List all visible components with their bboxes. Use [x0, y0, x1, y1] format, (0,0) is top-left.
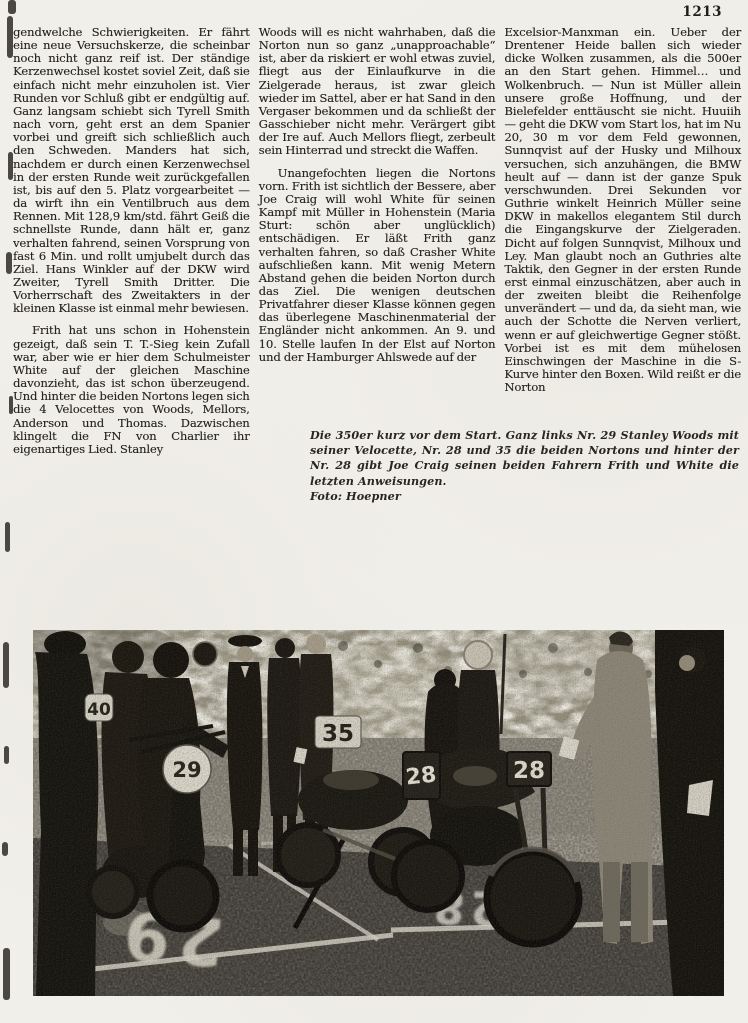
scan-artifact — [5, 522, 10, 552]
scan-artifact — [2, 842, 8, 856]
scan-artifact — [6, 252, 12, 274]
scan-artifact — [9, 396, 13, 414]
article-paragraph: gendwelche Schwierigkeiten. Er fährt eine neue Versuchskerze, die scheinbar noch nicht ganz reif ist. Der ständige Kerzenwechsel kostet soviel Zeit, daß sie einfach nicht mehr einzuholen ist. Vier Runden vor Schluß gibt er endgültig auf. Ganz langsam schiebt sich Tyrell Smith nach vorn, geht erst an dem Spanier vorbei und greift sich schließlich auch den Schweden. Manders hat sich, nachdem er durch einen Kerzenwechsel in der ersten Runde weit zurückgefallen ist, bis auf den 5. Platz vorgearbeitet — da wirft ihn ein Ventilbruch aus dem Rennen. Mit 128,9 km/std. fährt Geiß die schnellste Runde, dann hält er, ganz verhalten fahrend, seinen Vorsprung von fast 6 Min. und rollt umjubelt durch das Ziel. Hans Winkler auf der DKW wird Zweiter, Tyrell Smith Dritter. Die Vorherrschaft des Zweitakters in der kleinen Klasse ist einmal mehr bewiesen. — [13, 25, 250, 316]
photo-grain-overlay — [33, 630, 724, 996]
page-number: 1213 — [682, 4, 722, 20]
article-paragraph: Excelsior-Manxman ein. Ueber der Drentener Heide ballen sich wieder dicke Wolken zusammen, als die 500er an den Start gehen. Himmel… und Wolkenbruch. — Nun ist Müller allein unsere große Hoffnung, und der Bielefelder enttäuscht sie nicht. Huuiih — geht die DKW vom Start los, hat im Nu 20, 30 m vor dem Feld gewonnen, Sunnqvist auf der Husky und Milhoux versuchen, sich anzuhängen, die BMW heult auf — dann ist der ganze Spuk verschwunden. Drei Sekunden vor Guthrie winkelt Heinrich Müller seine DKW in makellos elegantem Stil durch die Eingangskurve der Zielgeraden. Dicht auf folgen Sunnqvist, Milhoux und Ley. Man glaubt noch an Guthries alte Taktik, den Gegner in der ersten Runde erst einmal einzuschätzen, aber auch in der zweiten bleibt die Reihenfolge unverändert — und da, da sieht man, wie auch der Schotte die Nerven verliert, wenn er auf gleichwertige Gegner stößt. Vorbei ist es mit dem mühelosen Einschwingen der Maschine in die S-Kurve hinter den Boxen. Wild reißt er die Norton — [504, 25, 742, 395]
race-start-photo — [33, 630, 724, 996]
article-column-2 — [259, 26, 496, 456]
photo-credit: Foto: Hoepner — [310, 488, 401, 503]
scan-artifact — [4, 746, 9, 764]
article-column-1 — [13, 26, 250, 456]
article-paragraph: Woods will es nicht wahrhaben, daß die Norton nun so ganz „unapproachable“ ist, aber da riskiert er wohl etwas zuviel, fliegt aus der Einlaufkurve in die Zielgerade heraus, ist zwar gleich wieder im Sattel, aber er hat Sand in den Vergaser bekommen und da schließt der Gasschieber nicht mehr. Verärgert gibt der Ire auf. Auch Mellors fliegt, zerbeult sein Hinterrad und streckt die Waffen. — [258, 25, 496, 158]
article-column-3 — [504, 26, 741, 456]
article-columns — [13, 26, 741, 456]
article-paragraph: Unangefochten liegen die Nortons vorn. Frith ist sichtlich der Bessere, aber Joe Craig will wohl White für seinen Kampf mit Müller in Hohenstein (Maria Sturt: schön aber unglücklich) entschädigen. Er läßt Frith ganz verhalten fahren, so daß Crasher White aufschließen kann. Mit wenig Metern Abstand gehen die beiden Norton durch das Ziel. Die wenigen deutschen Privatfahrer dieser Klasse können gegen das überlegene Maschinenmaterial der Engländer nicht ankommen. An 9. und 10. Stelle laufen In der Elst auf Norton und der Hamburger Ahlswede auf der — [258, 165, 496, 364]
scan-artifact — [7, 16, 13, 58]
scan-artifact — [3, 642, 9, 688]
scan-artifact — [8, 152, 13, 180]
photo-caption-text: Die 350er kurz vor dem Start. Ganz links Nr. 29 Stanley Woods mit seiner Velocette, Nr. 28 und 35 die beiden Nortons und hinter der Nr. 28 gibt Joe Craig seinen beiden Fahrern Frith und White die letzten Anweisungen. — [310, 428, 739, 488]
scan-artifact — [8, 0, 16, 14]
scan-artifact — [3, 948, 10, 1000]
photo-caption — [310, 428, 739, 504]
article-paragraph: Frith hat uns schon in Hohenstein gezeigt, daß sein T. T.-Sieg kein Zufall war, aber wie er hier dem Schulmeister White auf der gleichen Maschine davonzieht, das ist schon überzeugend. Und hinter die beiden Nortons legen sich die 4 Velocettes von Woods, Mellors, Anderson und Thomas. Dazwischen klingelt die FN von Charlier ihr eigenartiges Lied. Stanley — [13, 323, 250, 456]
